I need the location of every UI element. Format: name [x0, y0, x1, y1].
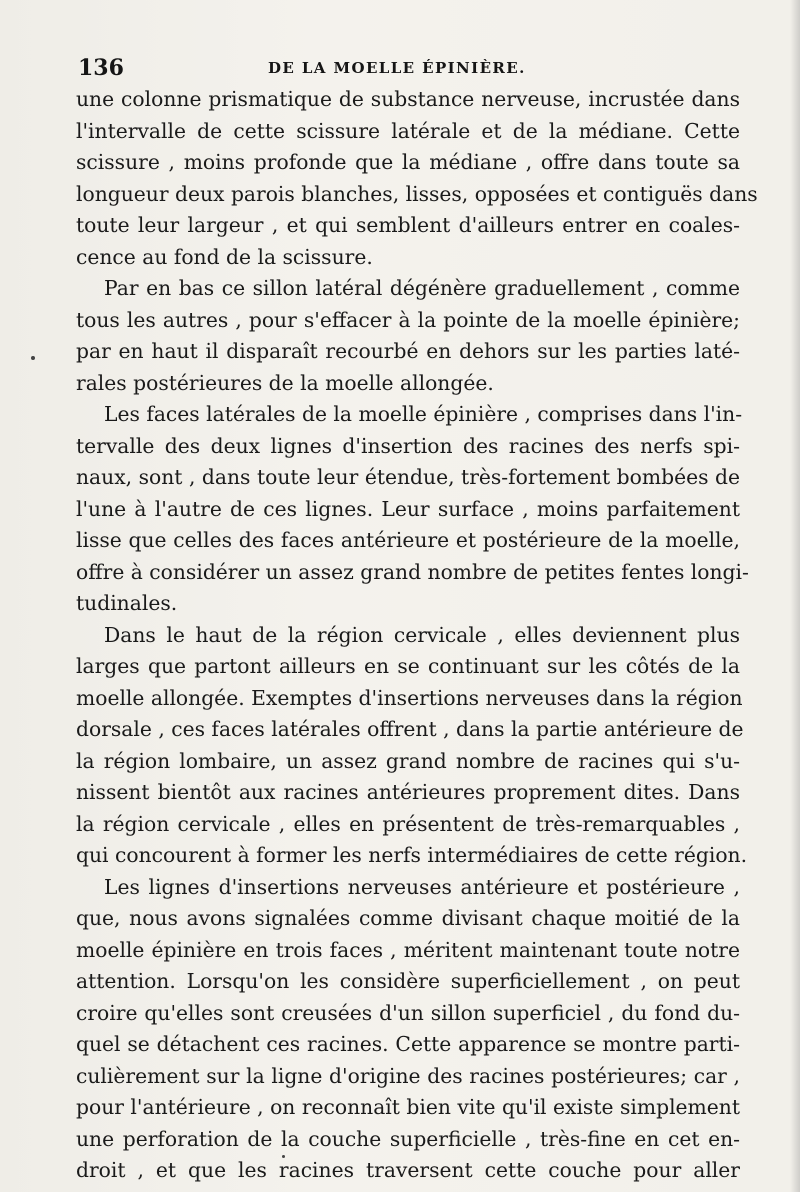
- text-line: droit , et que les racines traversent cette couche pour aller: [76, 1158, 740, 1182]
- page-number: 136: [78, 55, 124, 81]
- text-line: quel se détachent ces racines. Cette apparence se montre parti-: [76, 1032, 740, 1056]
- text-line: pour l'antérieure , on reconnaît bien vite qu'il existe simplement: [76, 1095, 740, 1119]
- text-line: une perforation de la couche superficielle , très-fine en cet en-: [76, 1126, 740, 1151]
- text-line: cence au fond de la scissure.: [76, 244, 373, 269]
- text-line: une colonne prismatique de substance nerveuse, incrustée dans: [76, 87, 740, 111]
- page-header: [78, 50, 740, 86]
- text-line: tous les autres , pour s'effacer à la pointe de la moelle épinière;: [76, 307, 740, 332]
- text-line: tervalle des deux lignes d'insertion des racines des nerfs spi-: [76, 433, 740, 458]
- print-speck: [282, 1155, 285, 1158]
- text-line: moelle allongée. Exemptes d'insertions nerveuses dans la région: [76, 685, 743, 710]
- text-line: dorsale , ces faces latérales offrent , dans la partie antérieure de: [76, 717, 744, 741]
- print-speck: [31, 356, 35, 360]
- text-line: toute leur largeur , et qui semblent d'ailleurs entrer en coales-: [76, 213, 740, 237]
- text-line: que, nous avons signalées comme divisant chaque moitié de la: [76, 906, 740, 930]
- text-line: moelle épinière en trois faces , méritent maintenant toute notre: [76, 937, 740, 962]
- text-line: Dans le haut de la région cervicale , elles deviennent plus: [104, 622, 740, 647]
- text-line: l'intervalle de cette scissure latérale et de la médiane. Cette: [76, 118, 740, 143]
- text-line: offre à considérer un assez grand nombre de petites fentes longi-: [76, 559, 749, 584]
- text-line: attention. Lorsqu'on les considère superficiellement , on peut: [76, 969, 740, 993]
- text-line: longueur deux parois blanches, lisses, opposées et contiguës dans: [76, 181, 758, 206]
- text-line: nissent bientôt aux racines antérieures proprement dites. Dans: [76, 780, 740, 804]
- text-line: qui concourent à former les nerfs intermédiaires de cette région.: [76, 843, 748, 867]
- text-line: Par en bas ce sillon latéral dégénère graduellement , comme: [104, 276, 740, 300]
- text-line: larges que partont ailleurs en se continuant sur les côtés de la: [76, 654, 740, 678]
- text-line: la région lombaire, un assez grand nombre de racines qui s'u-: [76, 748, 740, 773]
- text-line: la région cervicale , elles en présentent de très-remarquables ,: [76, 811, 740, 836]
- running-head: DE LA MOELLE ÉPINIÈRE.: [268, 59, 526, 77]
- text-line: Les lignes d'insertions nerveuses antérieure et postérieure ,: [104, 874, 740, 899]
- text-line: par en haut il disparaît recourbé en dehors sur les parties laté-: [76, 339, 740, 363]
- text-line: naux, sont , dans toute leur étendue, très-fortement bombées de: [76, 465, 740, 489]
- text-line: tudinales.: [76, 591, 178, 615]
- page-edge-shadow: [790, 0, 800, 1192]
- text-line: rales postérieures de la moelle allongée.: [76, 370, 494, 395]
- text-line: l'une à l'autre de ces lignes. Leur surface , moins parfaitement: [76, 496, 740, 521]
- text-line: croire qu'elles sont creusées d'un sillon superficiel , du fond du-: [76, 1000, 740, 1025]
- body-text: [76, 84, 758, 1187]
- text-line: scissure , moins profonde que la médiane , offre dans toute sa: [76, 150, 740, 174]
- text-line: Les faces latérales de la moelle épinière , comprises dans l'in-: [104, 402, 743, 426]
- text-line: culièrement sur la ligne d'origine des racines postérieures; car ,: [76, 1063, 740, 1088]
- text-line: lisse que celles des faces antérieure et postérieure de la moelle,: [76, 528, 740, 552]
